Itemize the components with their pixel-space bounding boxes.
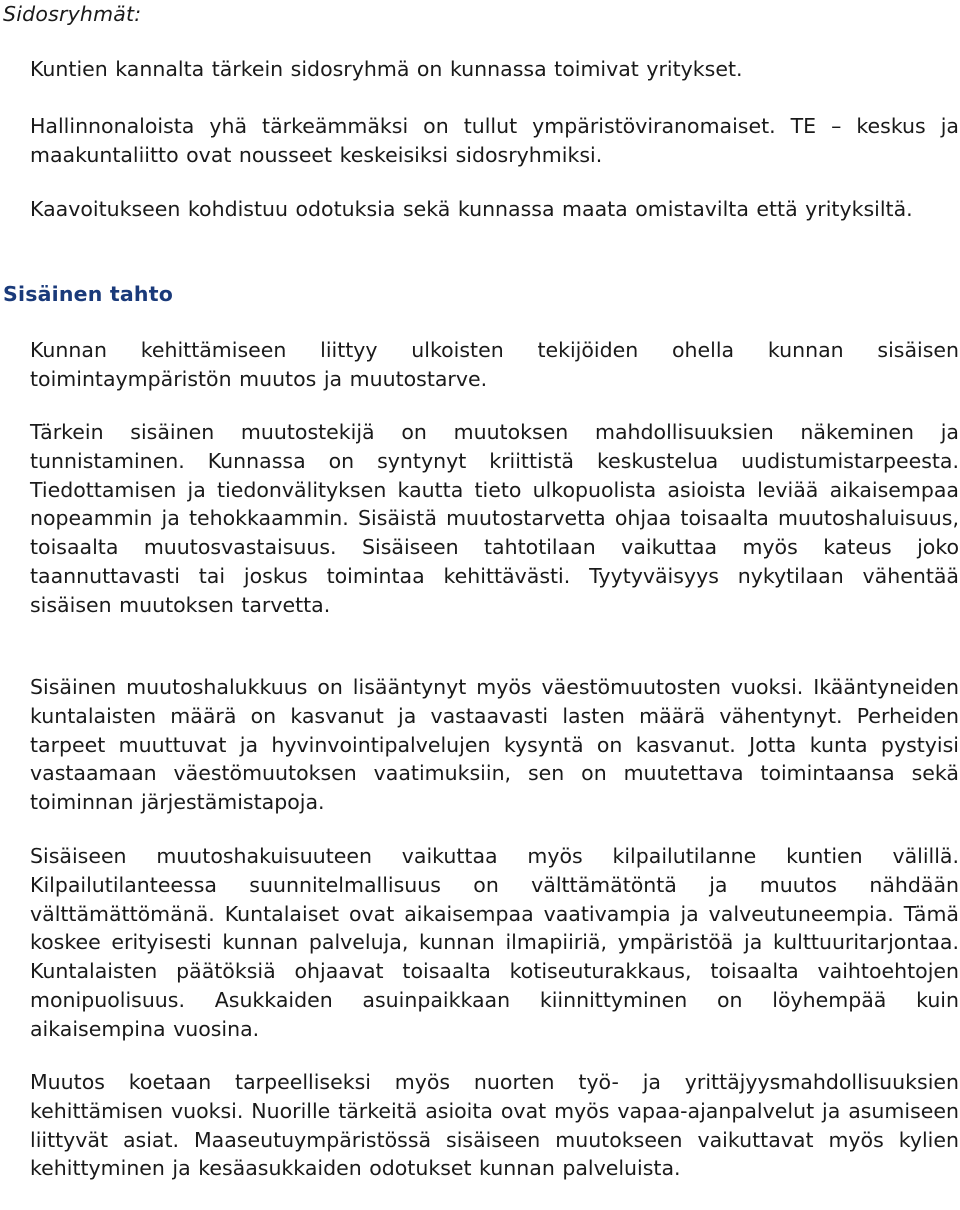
section-heading-internal-will: Sisäinen tahto — [3, 282, 173, 306]
paragraph-stakeholders-1: Kuntien kannalta tärkein sidosryhmä on kunnassa toimivat yritykset. — [30, 57, 743, 81]
paragraph-internal-3: Sisäinen muutoshalukkuus on lisääntynyt myös väestömuutosten vuoksi. Ikääntyneiden kuntalaisten määrä on kasvanut ja vastaavasti lasten määrä vähentynyt. Perheiden tarpeet muuttuvat ja hyvinvointipalvelujen kysyntä on kasvanut. Jotta kunta pystyisi vastaamaan väestömuutoksen vaatimuksiin, sen on muutettava toimintaansa sekä toiminnan järjestämistapoja. — [30, 675, 959, 815]
paragraph-internal-2: Tärkein sisäinen muutostekijä on muutoksen mahdollisuuksien näkeminen ja tunnistaminen. Kunnassa on syntynyt kriittistä keskustelua uudistumistarpeesta. Tiedottamisen ja tiedonvälityksen kautta tieto ulkopuolista asioista leviää aikaisempaa nopeammin ja tehokkaammin. Sisäistä muutostarvetta ohjaa toisaalta muutoshaluisuus, toisaalta muutosvastaisuus. Sisäiseen tahtotilaan vaikuttaa myös kateus joko taannuttavasti tai joskus toimintaa kehittävästi. Tyytyväisyys nykytilaan vähentää sisäisen muutoksen tarvetta. — [30, 420, 959, 617]
paragraph-stakeholders-3: Kaavoitukseen kohdistuu odotuksia sekä kunnassa maata omistavilta että yrityksiltä. — [30, 197, 913, 221]
paragraph-stakeholders-2: Hallinnonaloista yhä tärkeämmäksi on tullut ympäristöviranomaiset. TE – keskus ja maakuntaliitto ovat nousseet keskeisiksi sidosryhmiksi. — [30, 114, 959, 167]
paragraph-internal-5: Muutos koetaan tarpeelliseksi myös nuorten työ- ja yrittäjyysmahdollisuuksien kehittämisen vuoksi. Nuorille tärkeitä asioita ovat myös vapaa-ajanpalvelut ja asumiseen liittyvät asiat. Maaseutuympäristössä sisäiseen muutokseen vaikuttavat myös kylien kehittyminen ja kesäasukkaiden odotukset kunnan palveluista. — [30, 1070, 959, 1181]
paragraph-internal-1: Kunnan kehittämiseen liittyy ulkoisten tekijöiden ohella kunnan sisäisen toimintaympäristön muutos ja muutostarve. — [30, 338, 959, 391]
section-heading-stakeholders: Sidosryhmät: — [3, 2, 142, 26]
paragraph-internal-4: Sisäiseen muutoshakuisuuteen vaikuttaa myös kilpailutilanne kuntien välillä. Kilpailutilanteessa suunnitelmallisuus on välttämätöntä ja muutos nähdään välttämättömänä. Kuntalaiset ovat aikaisempaa vaativampia ja valveutuneempia. Tämä koskee erityisesti kunnan palveluja, kunnan ilmapiiriä, ympäristöä ja kulttuuritarjontaa. Kuntalaisten päätöksiä ohjaavat toisaalta kotiseuturakkaus, toisaalta vaihtoehtojen monipuolisuus. Asukkaiden asuinpaikkaan kiinnittyminen on löyhempää kuin aikaisempina vuosina. — [30, 844, 959, 1041]
